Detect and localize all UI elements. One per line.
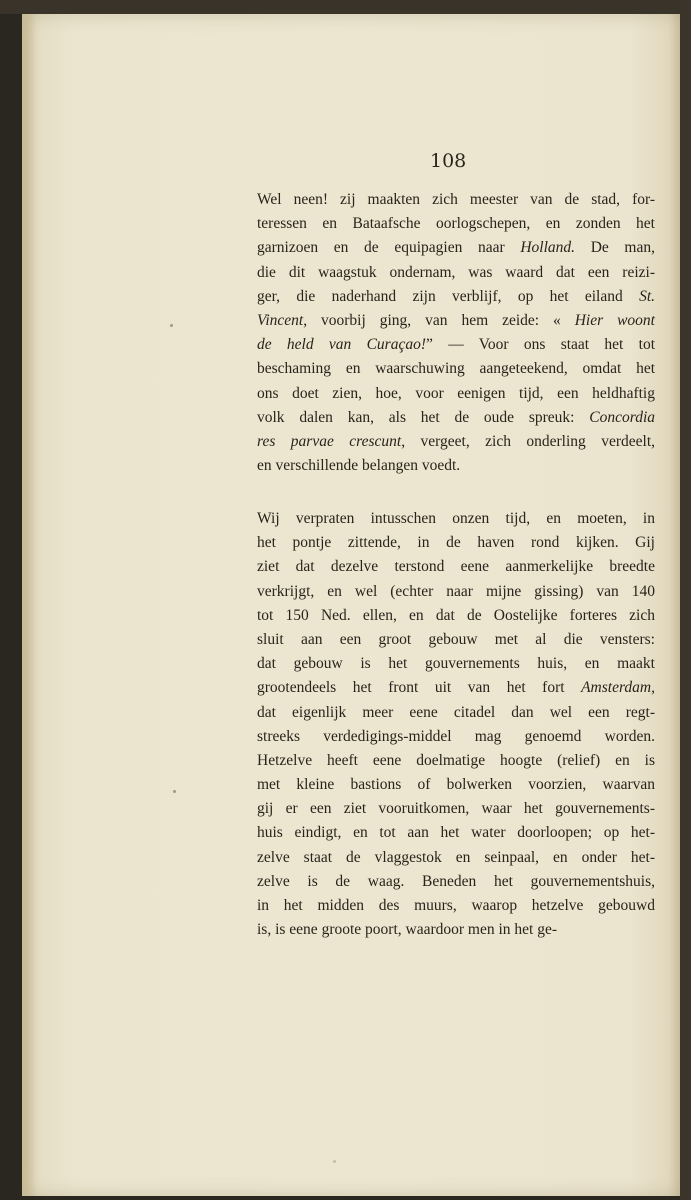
text-line: gij er een ziet vooruitkomen, waar het gouvernements- bbox=[257, 800, 655, 818]
text-segment: grootendeels het front uit van het fort bbox=[257, 679, 582, 697]
paragraph-1 bbox=[257, 188, 655, 478]
italic-text: Vincent bbox=[257, 311, 304, 329]
italic-text: res parvae crescunt bbox=[257, 432, 402, 450]
page-number: 108 bbox=[430, 150, 467, 172]
text-line bbox=[257, 406, 655, 430]
text-line: ziet dat dezelve terstond eene aanmerkelijke breedte bbox=[257, 558, 655, 576]
text-segment: , voorbij ging, van hem zeide: « bbox=[303, 311, 575, 329]
italic-text: Hier woont bbox=[574, 311, 655, 329]
text-line: en verschillende belangen voedt. bbox=[257, 457, 461, 475]
scan-right-border bbox=[680, 0, 691, 1200]
paragraph-2 bbox=[257, 507, 655, 942]
italic-text: Amsterdam, bbox=[581, 679, 655, 697]
text-line: teressen en Bataafsche oorlogschepen, en zonden het bbox=[257, 215, 655, 233]
scan-top-border bbox=[0, 0, 691, 14]
text-segment: ” — Voor ons staat het tot bbox=[426, 336, 655, 354]
text-line: in het midden des muurs, waarop hetzelve gebouwd bbox=[257, 897, 655, 914]
text-line bbox=[257, 309, 655, 333]
text-segment: ger, die naderhand zijn verblijf, op het eiland bbox=[257, 287, 640, 305]
text-segment: volk dalen kan, als het de oude spreuk: bbox=[257, 408, 590, 426]
text-line bbox=[257, 333, 655, 357]
text-segment: garnizoen en de equipagien naar bbox=[257, 239, 521, 257]
italic-text: St. bbox=[639, 287, 655, 305]
text-line: tot 150 Ned. ellen, en dat de Oostelijke forteres zich bbox=[257, 606, 655, 624]
text-segment: De man, bbox=[575, 239, 655, 257]
italic-text: de held van Curaçao! bbox=[257, 336, 427, 354]
text-line bbox=[257, 430, 655, 454]
text-line bbox=[257, 676, 655, 700]
italic-text: Holland. bbox=[520, 239, 576, 257]
text-line: Wij verpraten intusschen onzen tijd, en moeten, in bbox=[257, 510, 655, 527]
text-line: is, is eene groote poort, waardoor men in het ge- bbox=[257, 921, 558, 939]
page-gutter-shadow bbox=[22, 14, 36, 1196]
italic-text: Concordia bbox=[589, 408, 655, 426]
text-line: dat gebouw is het gouvernements huis, en maakt bbox=[257, 655, 655, 673]
text-line: die dit waagstuk ondernam, was waard dat een reizi- bbox=[257, 263, 655, 281]
text-line: huis eindigt, en tot aan het water doorloopen; op het- bbox=[257, 824, 655, 842]
text-line: beschaming en waarschuwing aangeteekend, omdat het bbox=[257, 360, 655, 378]
text-line bbox=[257, 285, 655, 309]
text-line: sluit aan een groot gebouw met al die vensters: bbox=[257, 630, 655, 648]
text-line bbox=[257, 236, 655, 260]
paper-speck bbox=[333, 1160, 336, 1163]
text-line: dat eigenlijk meer eene citadel dan wel een regt- bbox=[257, 703, 655, 721]
text-line: verkrijgt, en wel (echter naar mijne gissing) van 140 bbox=[257, 582, 655, 600]
text-line: met kleine bastions of bolwerken voorzien, waarvan bbox=[257, 776, 655, 794]
text-segment: , vergeet, zich onderling verdeelt, bbox=[401, 432, 655, 450]
text-line: ons doet zien, hoe, voor eenigen tijd, een heldhaftig bbox=[257, 384, 655, 402]
text-line: streeks verdedigings-middel mag genoemd worden. bbox=[257, 727, 655, 745]
text-line: Hetzelve heeft eene doelmatige hoogte (relief) en is bbox=[257, 751, 655, 769]
text-line: Wel neen! zij maakten zich meester van de stad, for- bbox=[257, 191, 655, 208]
paper-speck bbox=[170, 324, 173, 327]
paper-speck bbox=[173, 790, 176, 793]
text-line: het pontje zittende, in de haven rond kijken. Gij bbox=[257, 534, 655, 552]
text-line: zelve is de waag. Beneden het gouvernementshuis, bbox=[257, 872, 655, 890]
text-line: zelve staat de vlaggestok en seinpaal, en onder het- bbox=[257, 848, 655, 866]
